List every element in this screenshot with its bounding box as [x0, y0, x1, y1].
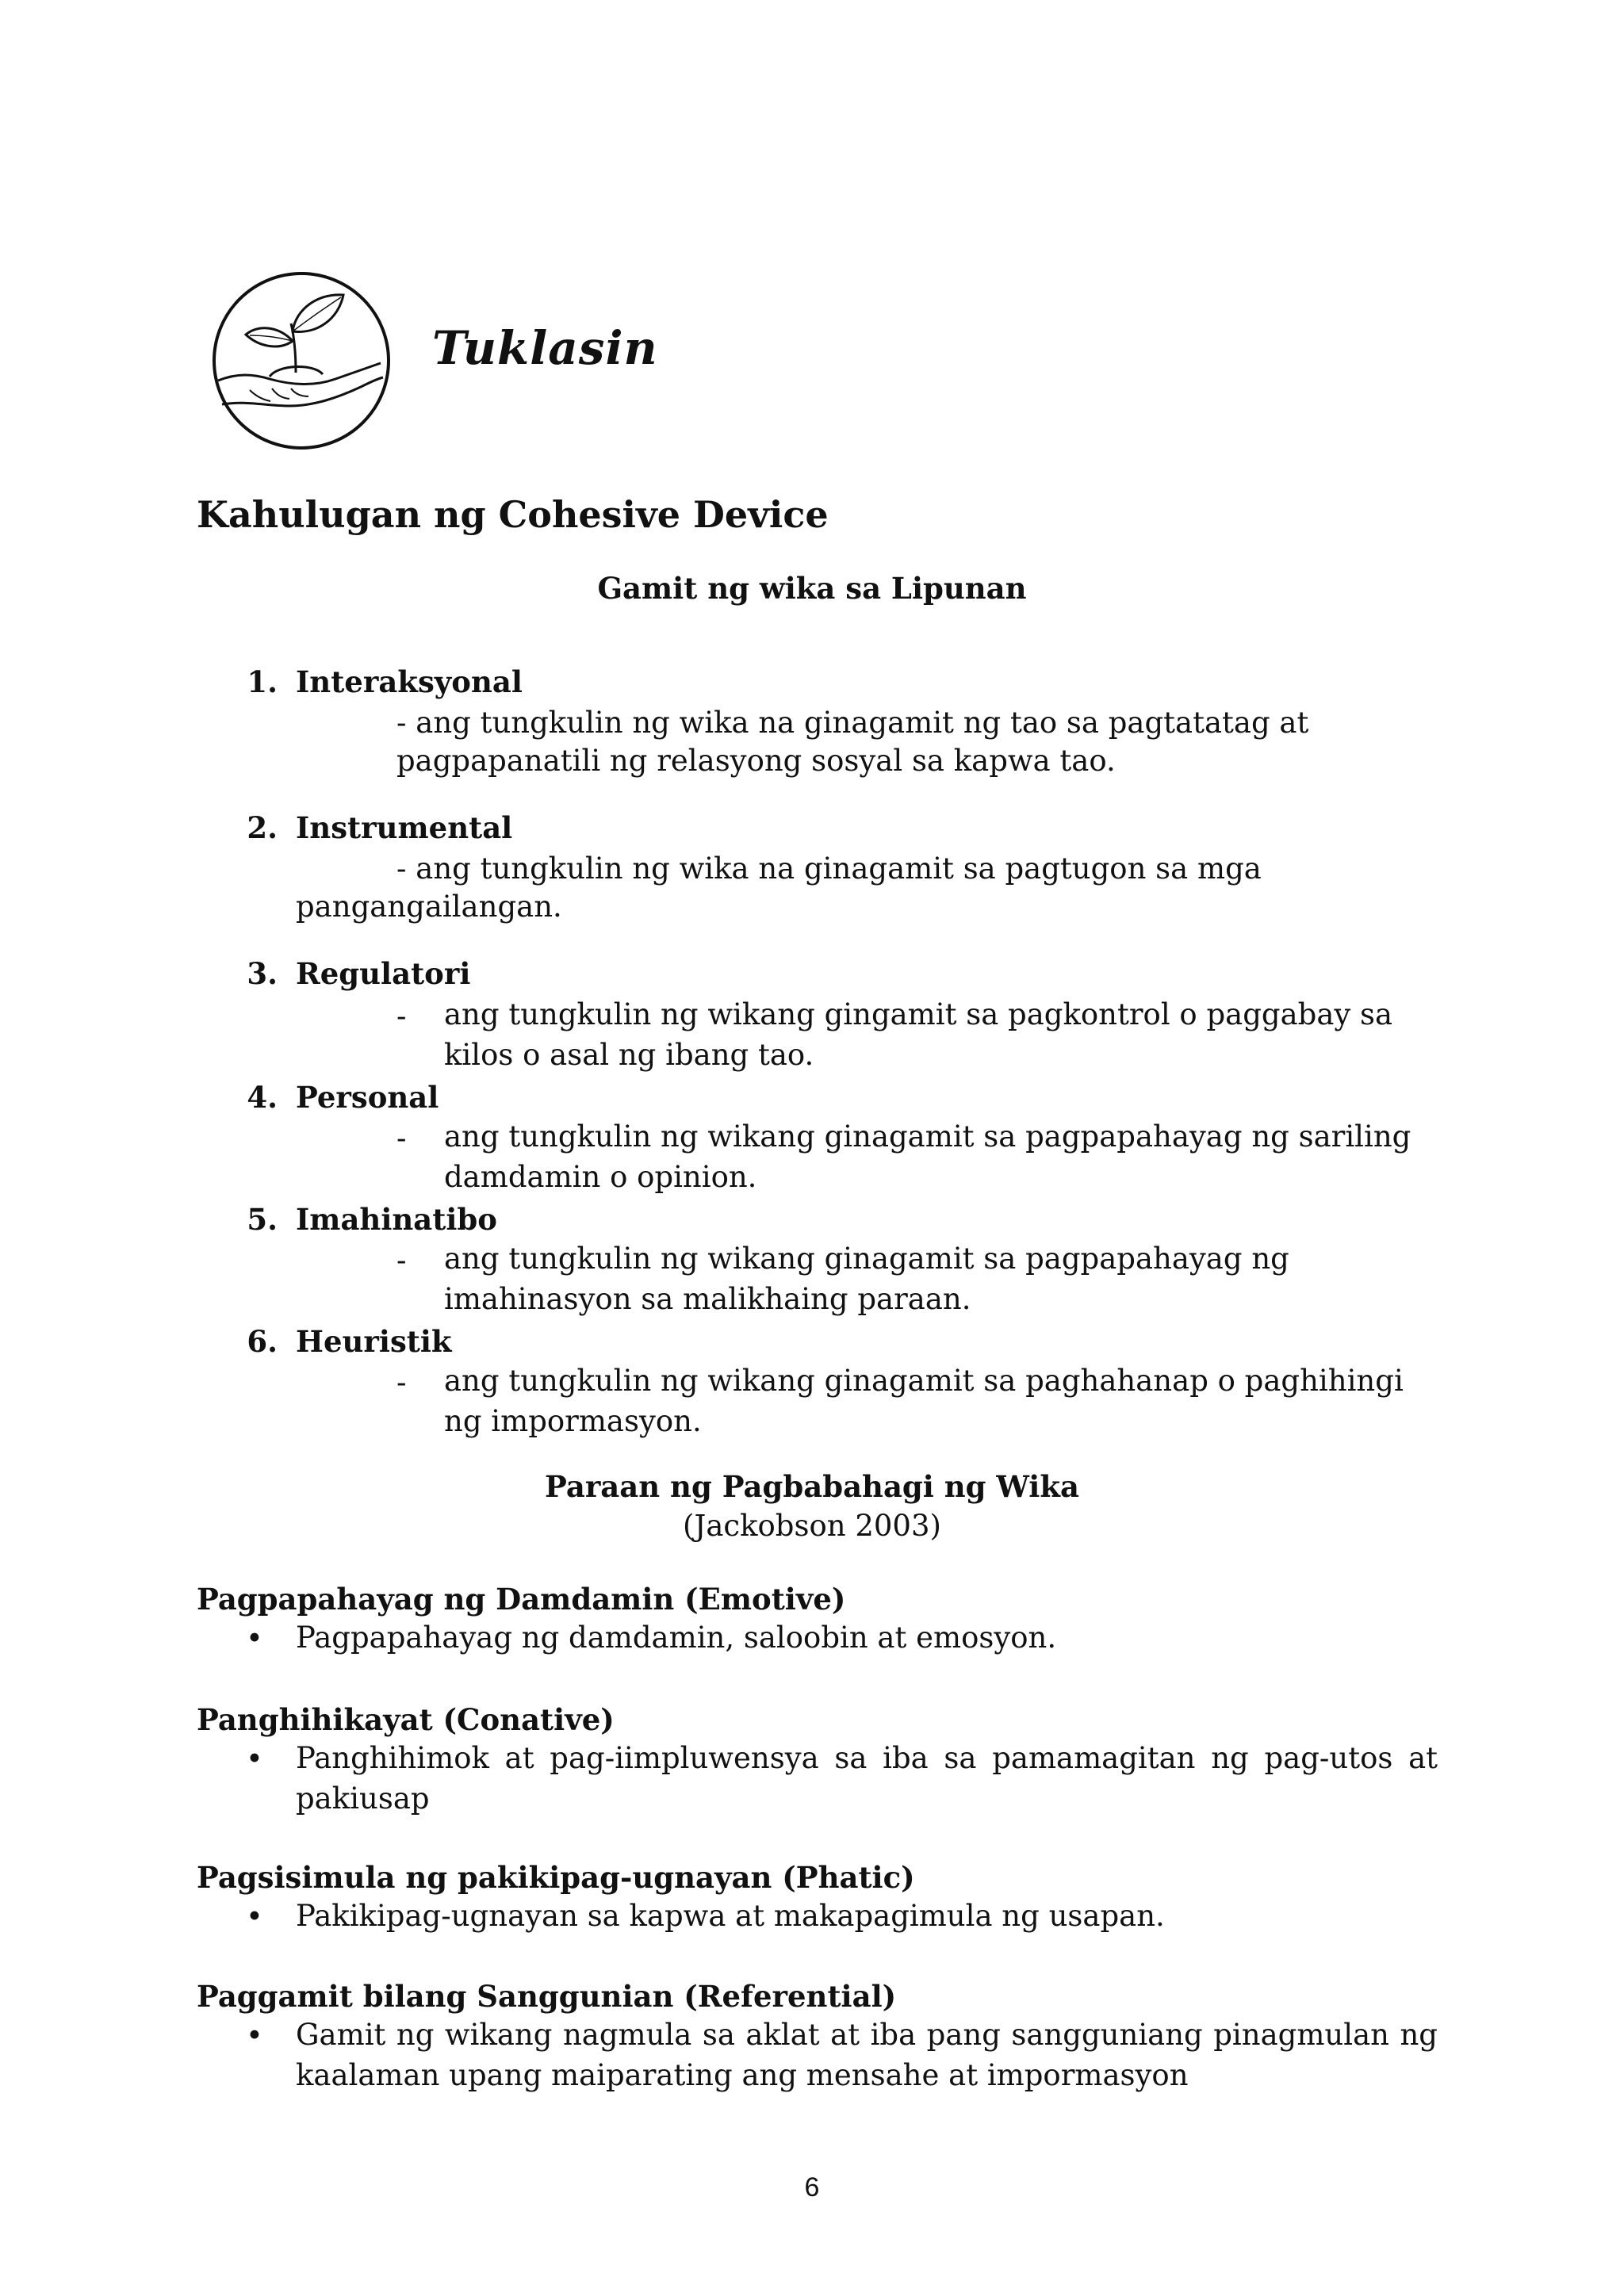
item-number: 4.	[247, 1080, 278, 1115]
item-description-line: pagpapanatili ng relasyong sosyal sa kapwa tao.	[396, 744, 1116, 778]
bullet: •	[246, 1742, 263, 1776]
section-title: Tuklasin	[432, 321, 658, 375]
item-description-line: kilos o asal ng ibang tao.	[444, 1038, 814, 1072]
item-description-line: ang tungkulin ng wikang ginagamit sa pagpapahayag ng sariling	[444, 1119, 1411, 1154]
item-description-line: ng impormasyon.	[444, 1404, 702, 1438]
item-number: 3.	[247, 956, 278, 991]
category-title: Panghihikayat (Conative)	[197, 1702, 615, 1737]
bullet: •	[246, 1900, 263, 1934]
page-number: 6	[804, 2172, 820, 2202]
item-number: 6.	[247, 1324, 278, 1359]
item-number: 1.	[247, 664, 278, 699]
item-title: Regulatori	[296, 956, 471, 991]
item-title: Interaksyonal	[296, 664, 523, 699]
bullet: •	[246, 1621, 263, 1655]
item-dash: -	[396, 1365, 407, 1399]
item-description-line: damdamin o opinion.	[444, 1160, 757, 1194]
sharing-heading: Paraan ng Pagbabahagi ng Wika	[545, 1469, 1079, 1504]
item-title: Imahinatibo	[296, 1202, 497, 1237]
category-text: Panghihimok at pag-iimpluwensya sa iba sa pamamagitan ng pag-utos at pakiusap	[296, 1741, 1438, 1816]
functions-heading: Gamit ng wika sa Lipunan	[597, 571, 1027, 606]
item-description-line: - ang tungkulin ng wika na ginagamit ng tao sa pagtatatag at	[396, 706, 1309, 740]
category-title: Paggamit bilang Sanggunian (Referential)	[197, 1979, 897, 2014]
item-number: 5.	[247, 1202, 278, 1237]
item-dash: -	[396, 1243, 407, 1277]
category-text: Pagpapahayag ng damdamin, saloobin at emosyon.	[296, 1621, 1057, 1655]
bullet: •	[246, 2019, 263, 2053]
hand-holding-seedling-icon	[202, 262, 400, 460]
item-description-line: - ang tungkulin ng wika na ginagamit sa pagtugon sa mga	[396, 851, 1262, 886]
item-title: Heuristik	[296, 1324, 452, 1359]
category-text: Gamit ng wikang nagmula sa aklat at iba pang sangguniang pinagmulan ng kaalaman upang maiparating ang mensahe at impormasyon	[296, 2018, 1438, 2092]
main-heading: Kahulugan ng Cohesive Device	[197, 493, 829, 536]
item-description-line: imahinasyon sa malikhaing paraan.	[444, 1282, 971, 1316]
item-description-line: pangangailangan.	[296, 890, 562, 924]
item-description-line: ang tungkulin ng wikang ginagamit sa pagpapahayag ng	[444, 1242, 1289, 1276]
item-description-line: ang tungkulin ng wikang gingamit sa pagkontrol o paggabay sa	[444, 997, 1393, 1031]
category-text: Pakikipag-ugnayan sa kapwa at makapagimula ng usapan.	[296, 1899, 1165, 1933]
citation: (Jackobson 2003)	[683, 1509, 941, 1543]
category-title: Pagpapahayag ng Damdamin (Emotive)	[197, 1582, 846, 1617]
category-title: Pagsisimula ng pakikipag-ugnayan (Phatic)	[197, 1860, 915, 1895]
item-dash: -	[396, 999, 407, 1033]
item-title: Personal	[296, 1080, 439, 1115]
item-title: Instrumental	[296, 810, 513, 845]
item-description-line: ang tungkulin ng wikang ginagamit sa paghahanap o paghihingi	[444, 1364, 1404, 1398]
item-dash: -	[396, 1121, 407, 1155]
item-number: 2.	[247, 810, 278, 845]
